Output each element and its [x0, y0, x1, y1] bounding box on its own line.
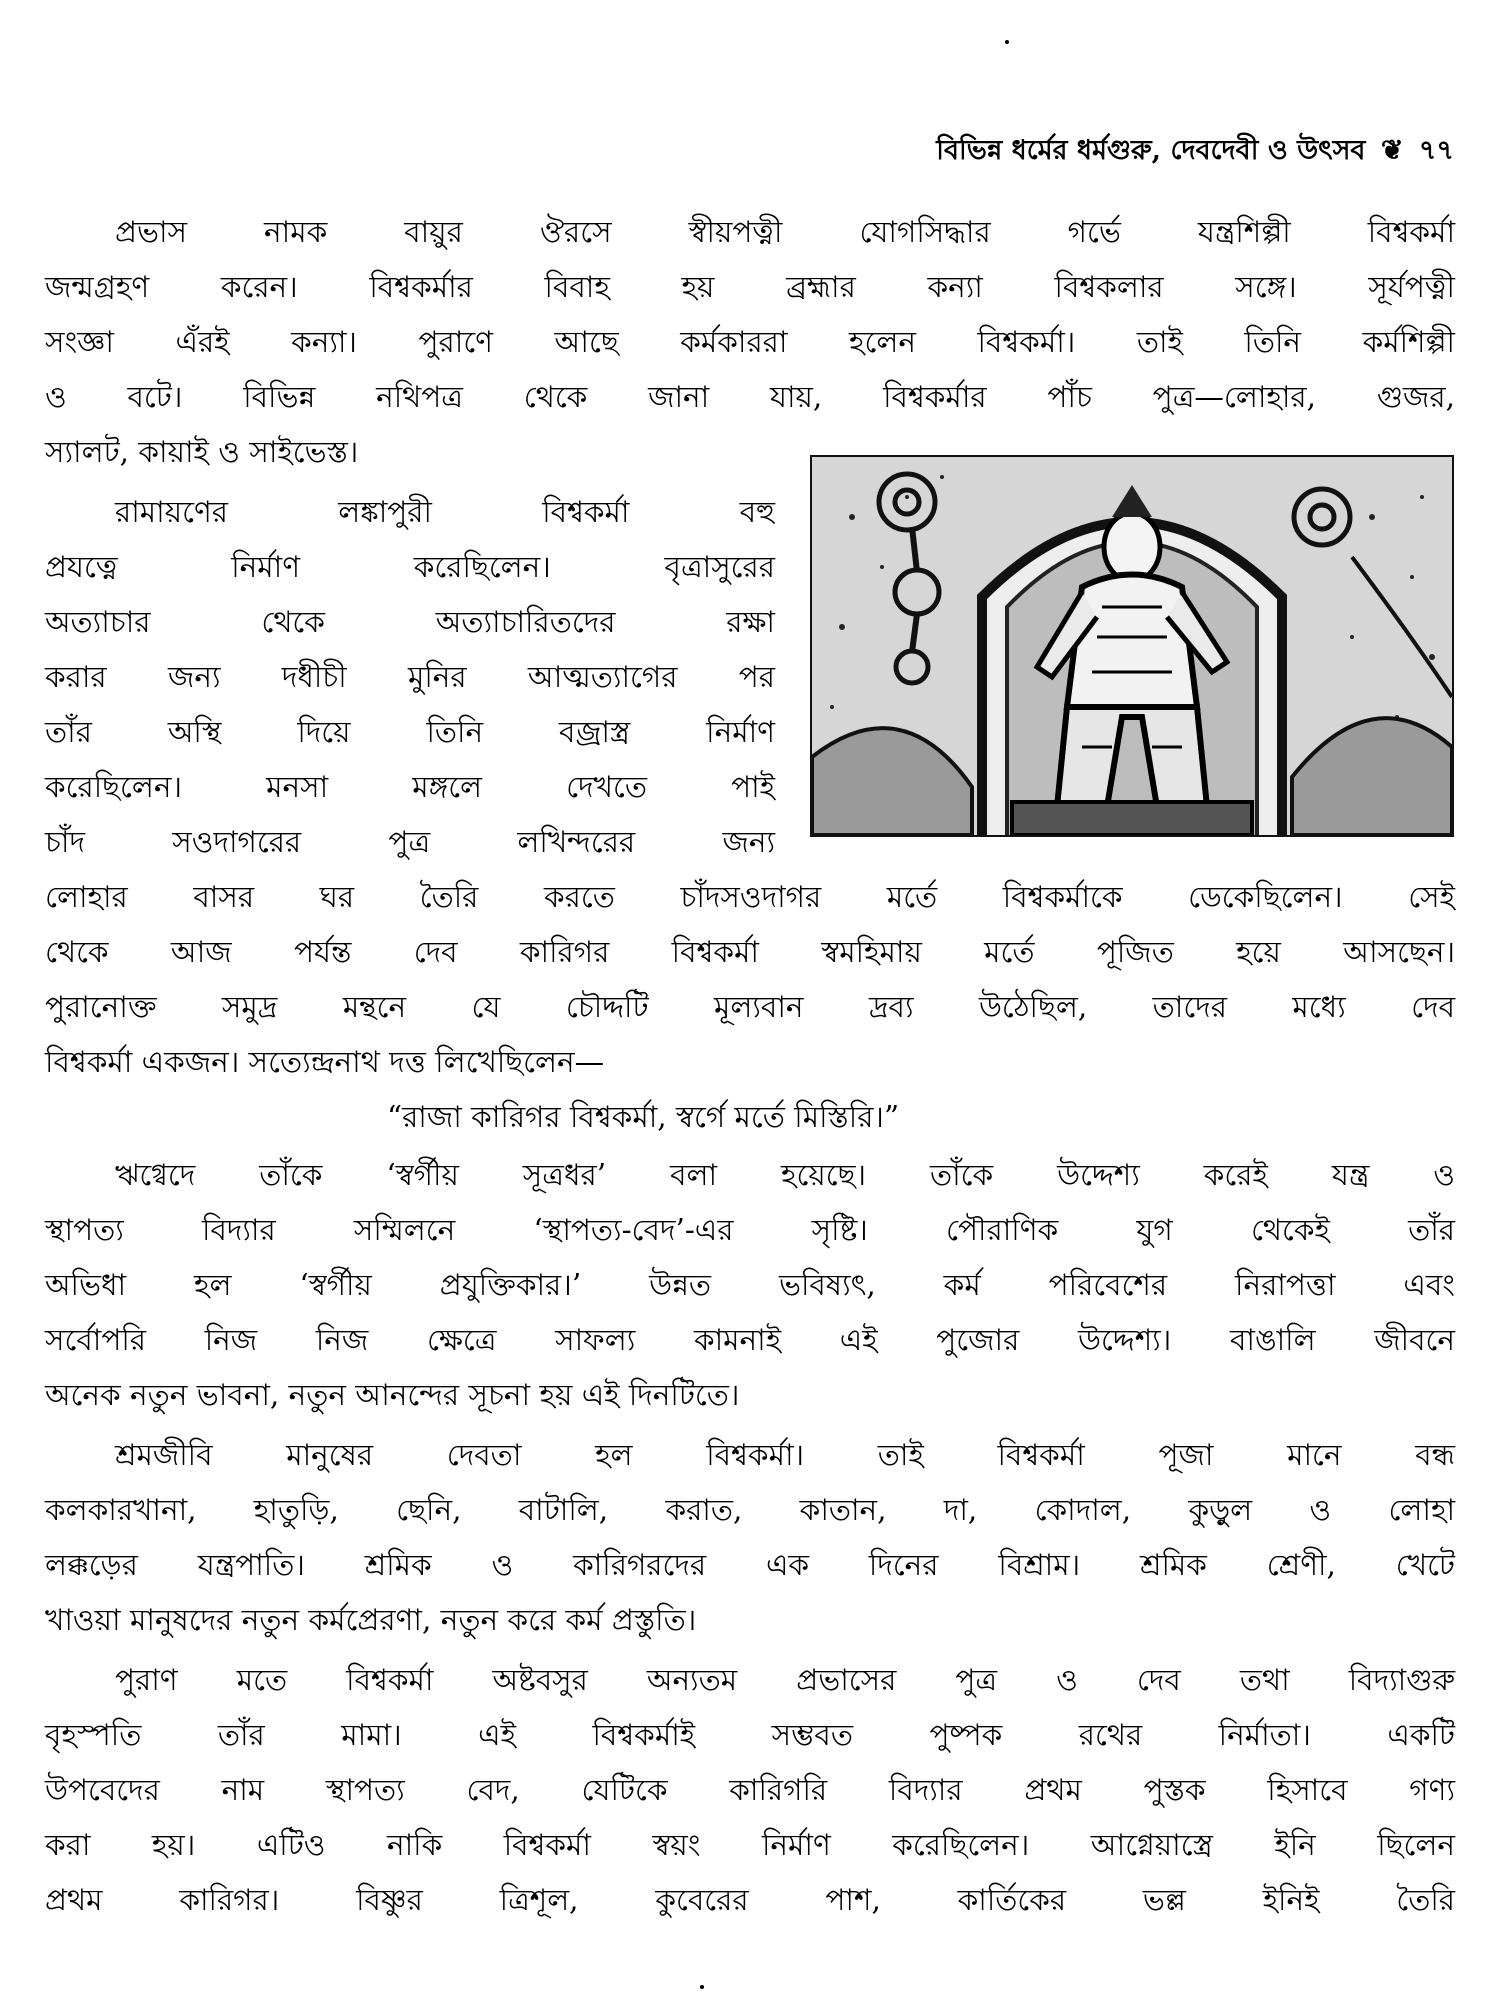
text-line: সংজ্ঞা এঁরই কন্যা। পুরাণে আছে কর্মকাররা হলেন বিশ্বকর্মা। তাই তিনি কর্মশিল্পী	[45, 325, 1455, 359]
text-line: বিশ্বকর্মা একজন। সত্যেন্দ্রনাথ দত্ত লিখেছিলেন—	[45, 1045, 605, 1079]
text-line: থেকে আজ পর্যন্ত দেব কারিগর বিশ্বকর্মা স্বমহিমায় মর্তে পূজিত হয়ে আসছেন।	[45, 935, 1455, 969]
vishwakarma-illustration	[810, 455, 1454, 837]
text-line: সর্বোপরি নিজ নিজ ক্ষেত্রে সাফল্য কামনাই এই পুজোর উদ্দেশ্য। বাঙালি জীবনে	[45, 1323, 1455, 1357]
text-line: খাওয়া মানুষদের নতুন কর্মপ্রেরণা, নতুন করে কর্ম প্রস্তুতি।	[45, 1603, 697, 1637]
text-line: প্রথম কারিগর। বিষ্ণুর ত্রিশূল, কুবেরের পাশ, কার্তিকের ভল্ল ইনিই তৈরি	[45, 1883, 1455, 1917]
ornament-icon: ❦	[1380, 135, 1404, 166]
scan-speck	[700, 1985, 704, 1989]
scan-speck	[1005, 40, 1009, 44]
text-line: করা হয়। এটিও নাকি বিশ্বকর্মা স্বয়ং নির্মাণ করেছিলেন। আগ্নেয়াস্ত্রে ইনি ছিলেন	[45, 1828, 1455, 1862]
text-line: প্রভাস নামক বায়ুর ঔরসে স্বীয়পত্নী যোগসিদ্ধার গর্ভে যন্ত্রশিল্পী বিশ্বকর্মা	[115, 215, 1455, 249]
running-header	[936, 130, 1454, 175]
text-line: লোহার বাসর ঘর তৈরি করতে চাঁদসওদাগর মর্তে বিশ্বকর্মাকে ডেকেছিলেন। সেই	[45, 880, 1455, 914]
text-line: পুরানোক্ত সমুদ্র মন্থনে যে চৌদ্দটি মূল্যবান দ্রব্য উঠেছিল, তাদের মধ্যে দেব	[45, 990, 1455, 1024]
text-line: উপবেদের নাম স্থাপত্য বেদ, যেটিকে কারিগরি বিদ্যার প্রথম পুস্তক হিসাবে গণ্য	[45, 1773, 1455, 1807]
text-line: বৃহস্পতি তাঁর মামা। এই বিশ্বকর্মাই সম্ভবত পুষ্পক রথের নির্মাতা। একটি	[45, 1718, 1455, 1752]
text-line: করার জন্য দধীচী মুনির আত্মত্যাগের পর	[45, 660, 775, 694]
text-line: অভিধা হল ‘স্বর্গীয় প্রযুক্তিকার।’ উন্নত ভবিষ্যৎ, কর্ম পরিবেশের নিরাপত্তা এবং	[45, 1268, 1455, 1302]
text-line: প্রযত্নে নির্মাণ করেছিলেন। বৃত্রাসুরের	[45, 550, 775, 584]
text-line: অনেক নতুন ভাবনা, নতুন আনন্দের সূচনা হয় এই দিনটিতে।	[45, 1378, 740, 1412]
text-line: জন্মগ্রহণ করেন। বিশ্বকর্মার বিবাহ হয় ব্রহ্মার কন্যা বিশ্বকলার সঙ্গে। সূর্যপত্নী	[45, 270, 1455, 304]
text-line: রামায়ণের লঙ্কাপুরী বিশ্বকর্মা বহু	[115, 495, 775, 529]
text-line: অত্যাচার থেকে অত্যাচারিতদের রক্ষা	[45, 605, 775, 639]
text-line: ঋগ্বেদে তাঁকে ‘স্বর্গীয় সূত্রধর’ বলা হয়েছে। তাঁকে উদ্দেশ্য করেই যন্ত্র ও	[115, 1158, 1455, 1192]
text-line: চাঁদ সওদাগরের পুত্র লখিন্দরের জন্য	[45, 825, 775, 859]
text-line: শ্রমজীবি মানুষের দেবতা হল বিশ্বকর্মা। তাই বিশ্বকর্মা পূজা মানে বন্ধ	[115, 1438, 1455, 1472]
running-title: বিভিন্ন ধর্মের ধর্মগুরু, দেবদেবী ও উৎসব	[936, 135, 1366, 166]
text-line: পুরাণ মতে বিশ্বকর্মা অষ্টবসুর অন্যতম প্রভাসের পুত্র ও দেব তথা বিদ্যাগুরু	[115, 1663, 1455, 1697]
text-line: ও বটে। বিভিন্ন নথিপত্র থেকে জানা যায়, বিশ্বকর্মার পাঁচ পুত্র—লোহার, গুজর,	[45, 380, 1455, 414]
text-line: কলকারখানা, হাতুড়ি, ছেনি, বাটালি, করাত, কাতান, দা, কোদাল, কুড়ুল ও লোহা	[45, 1493, 1455, 1527]
page-number: ৭৭	[1418, 135, 1454, 166]
quote-line: “রাজা কারিগর বিশ্বকর্মা, স্বর্গে মর্তে মিস্তিরি।”	[387, 1100, 900, 1134]
text-line: তাঁর অস্থি দিয়ে তিনি বজ্রাস্ত্র নির্মাণ	[45, 715, 775, 749]
text-line: লক্কড়ের যন্ত্রপাতি। শ্রমিক ও কারিগরদের এক দিনের বিশ্রাম। শ্রমিক শ্রেণী, খেটে	[45, 1548, 1455, 1582]
deity-illustration-icon	[812, 457, 1452, 835]
text-line: করেছিলেন। মনসা মঙ্গলে দেখতে পাই	[45, 770, 775, 804]
text-line: স্যালট, কায়াই ও সাইভেস্ত।	[45, 435, 359, 469]
text-line: স্থাপত্য বিদ্যার সম্মিলনে ‘স্থাপত্য-বেদ’-এর সৃষ্টি। পৌরাণিক যুগ থেকেই তাঁর	[45, 1213, 1455, 1247]
